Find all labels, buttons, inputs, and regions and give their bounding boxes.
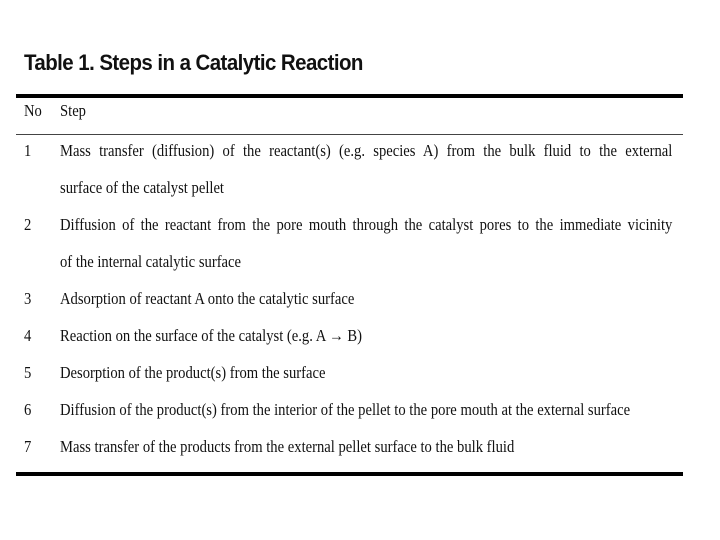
row-step-continuation: of the internal catalytic surface bbox=[60, 252, 242, 271]
row-step-continuation: surface of the catalyst pellet bbox=[60, 178, 224, 197]
row-number: 5 bbox=[24, 363, 32, 382]
row-step-text: Diffusion of the product(s) from the interior of the pellet to the pore mouth at the external surface bbox=[60, 400, 631, 419]
row-step-line: Diffusion of the reactant from the pore mouth through the catalyst pores to the immediate vicinity bbox=[60, 215, 673, 234]
row-step-text: Mass transfer of the products from the external pellet surface to the bulk fluid bbox=[60, 437, 515, 456]
row-step-text: Adsorption of reactant A onto the catalytic surface bbox=[60, 289, 355, 308]
row-step-line: Mass transfer (diffusion) of the reactant(s) (e.g. species A) from the bulk fluid to the external bbox=[60, 141, 673, 160]
row-step-text: Desorption of the product(s) from the surface bbox=[60, 363, 326, 382]
row-step-text: Reaction on the surface of the catalyst (e.g. A → B) bbox=[60, 326, 363, 345]
row-number: 4 bbox=[24, 326, 32, 345]
row-number: 3 bbox=[24, 289, 32, 308]
row-number: 7 bbox=[24, 437, 32, 456]
table-title: Table 1. Steps in a Catalytic Reaction bbox=[24, 50, 363, 75]
row-number: 1 bbox=[24, 141, 32, 160]
row-step-text bbox=[60, 141, 672, 161]
table-header-row bbox=[16, 98, 683, 134]
row-step-text bbox=[60, 215, 672, 235]
row-number: 6 bbox=[24, 400, 32, 419]
column-header-no: No bbox=[24, 101, 42, 120]
table-header-rule bbox=[16, 134, 683, 135]
table-bottom-rule bbox=[16, 472, 683, 476]
column-header-step: Step bbox=[60, 101, 87, 120]
row-number: 2 bbox=[24, 215, 32, 234]
